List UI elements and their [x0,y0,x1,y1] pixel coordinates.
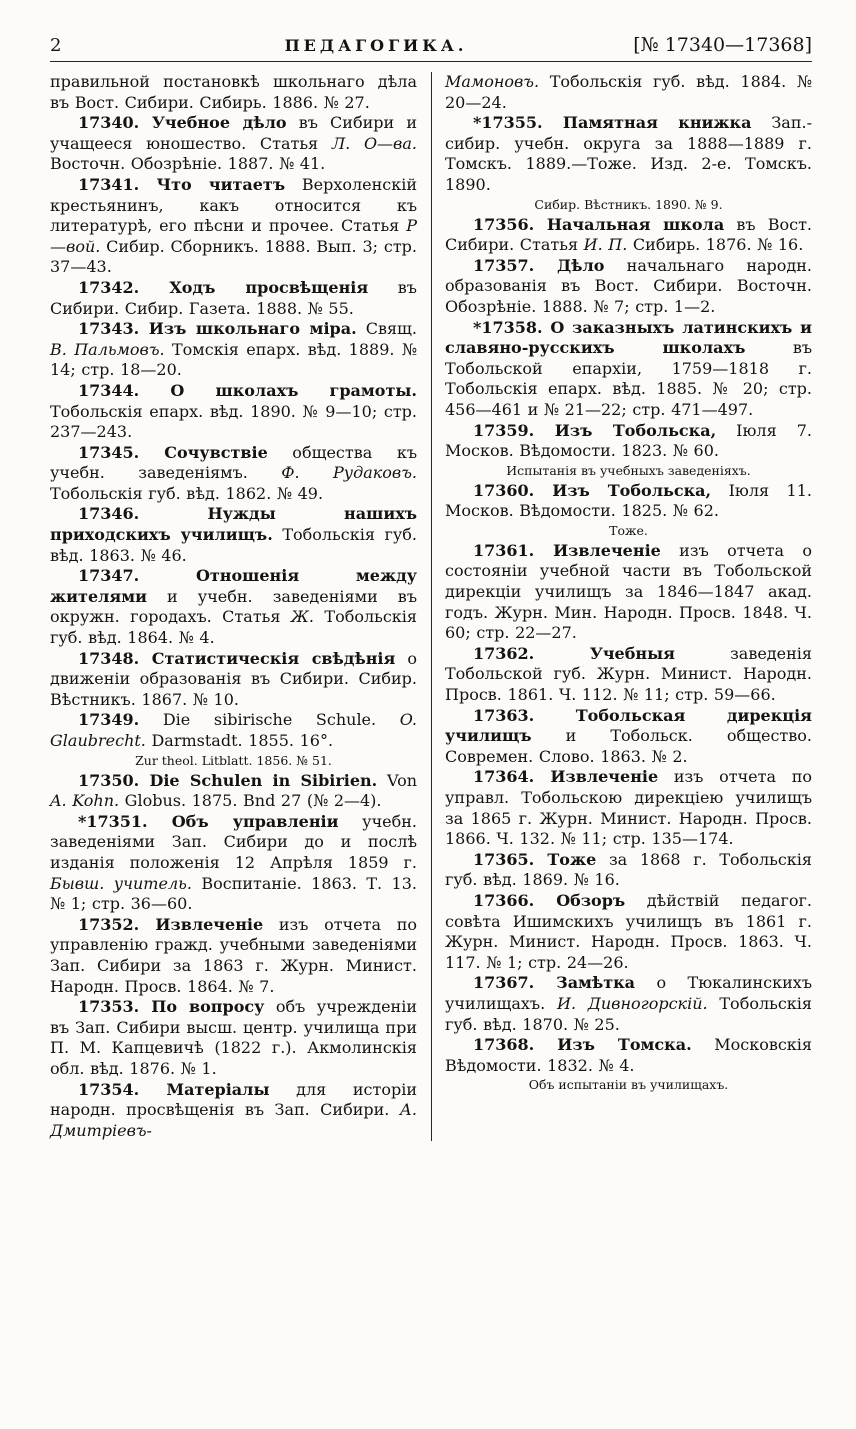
entry-text: Верхоленскій крестьянинъ, какъ относится къ литературѣ, его пѣсни и прочее. Статья [50,174,418,236]
entry-text: дѣйствій педагог. совѣта Ишимскихъ училищъ въ 1861 г. Журн. Минист. Народн. Просв. 1863. Ч. 117. № 1; стр. 24—26. [445,890,812,972]
entry-text: Томскія епарх. вѣд. 1889. № 14; стр. 18—20. [50,339,418,380]
entry-text: Тобольскія губ. вѣд. 1864. № 4. [50,607,418,648]
entry-title: *17351. Объ управленіи [78,811,339,831]
bib-entry [445,541,812,644]
bib-entry [445,644,812,706]
entry-text: Восточн. Обозрѣніе. 1887. № 41. [50,154,326,174]
bib-entry [50,504,417,566]
entry-text: Тобольскія губ. вѣд. 1870. № 25. [445,993,812,1034]
entry-text: изъ отчета по управленію гражд. учебными заведеніями Зап. Сибири за 1863 г. Журн. Минист. Народн. Просв. 1864. № 7. [50,914,417,996]
entry-text: Тобольскія губ. вѣд. 1863. № 46. [50,525,418,565]
bib-entry [445,421,812,462]
entry-title: 17347. Отношенія между жителями [50,566,417,606]
entry-author: Р—вой. [50,216,417,256]
entry-note: Тоже. [609,522,648,538]
entry-title: 17363. Тобольская дирекція училищъ [445,705,812,746]
entry-text: Тобольскія епарх. вѣд. 1890. № 9—10; стр. 237—243. [50,401,417,442]
entry-title: 17343. Изъ школьнаго міра. [78,319,357,339]
page-number: 2 [50,35,62,56]
entry-text: заведенія Тобольской губ. Журн. Минист. Народн. Просв. 1861. Ч. 112. № 11; стр. 59—66. [445,643,812,705]
right-column [432,72,812,1141]
bib-entry [50,649,417,711]
entry-title: 17346. Нужды нашихъ приходскихъ училищъ. [50,504,417,545]
entry-author: O. Glaubrecht. [50,710,417,750]
page-header [0,0,856,61]
entry-title: 17353. По вопросу [78,997,265,1017]
bib-entry [50,1080,417,1142]
bib-entry [50,997,417,1079]
bib-entry [445,706,812,768]
entry-range: [№ 17340—17368] [633,34,812,56]
entry-author: И. П. [583,235,628,255]
bib-entry [50,443,417,505]
entry-text: общества къ учебн. заведеніямъ. [50,442,417,483]
entry-text: объ учрежденіи въ Зап. Сибири высш. центр. училища при П. М. Капцевичѣ (1822 г.). Акмолинскія обл. вѣд. 1876. № 1. [50,997,417,1078]
bib-entry [50,771,417,812]
entry-title: 17345. Сочувствіе [78,442,268,462]
entry-author: Бывш. учитель. [50,873,192,893]
entry-note: Испытанія въ учебныхъ заведеніяхъ. [506,462,751,478]
entry-text: изъ отчета по управл. Тобольскою дирекціею училищъ за 1865 г. Журн. Минист. Народн. Просв. 1866. Ч. 132. № 11; стр. 135—174. [445,767,812,849]
entry-title: 17365. Тоже [473,849,597,869]
page-title: ПЕДАГОГИКА. [284,36,468,55]
entry-text: Тобольскія губ. вѣд. 1862. № 49. [50,483,324,503]
bib-entry [50,113,417,175]
entry-title: 17348. Статистическія свѣдѣнія [78,648,396,668]
entry-text: Die sibirische Schule. [139,710,400,730]
bib-entry [50,72,417,113]
entry-title: 17366. Обзоръ [473,890,626,910]
bib-entry [445,1035,812,1076]
entry-title: 17364. Извлеченіе [473,767,659,787]
entry-text: въ Сибири и учащееся юношество. Статья [50,113,418,153]
entry-title: 17342. Ходъ просвѣщенія [78,277,369,297]
entry-text: Darmstadt. 1855. 16°. [145,731,334,750]
entry-text: начальнаго народн. образованія въ Вост. Сибири. Восточн. Обозрѣніе. 1888. № 7; стр. 1—2. [445,255,813,316]
entry-title: 17340. Учебное дѣло [78,113,287,133]
entry-author: Мамоновъ. [445,72,540,91]
bib-entry [50,278,417,319]
bib-entry [50,319,417,381]
bib-entry [445,891,812,973]
entry-title: 17356. Начальная школа [473,214,725,234]
entry-title: 17352. Извлеченіе [78,914,264,934]
bib-entry [445,215,812,256]
entry-text: учебн. заведеніями Зап. Сибири до и послѣ изданія положенія 12 Апрѣля 1859 г. [50,811,417,872]
bib-entry [445,850,812,891]
entry-text: Von [377,770,417,790]
entry-title: 17367. Замѣтка [473,973,636,993]
entry-author: Л. О—ва. [331,133,417,153]
entry-text: Іюля 11. Москов. Вѣдомости. 1825. № 62. [445,480,812,521]
bib-entry [50,915,417,997]
entry-title: 17362. Учебныя [473,643,675,663]
entry-note: Сибир. Вѣстникъ. 1890. № 9. [534,196,723,212]
bib-entry [50,710,417,751]
entry-title: 17349. [78,710,140,730]
bib-entry [445,481,812,522]
entry-note: Zur theol. Litblatt. 1856. № 51. [135,752,332,768]
entry-author: А. Дмитріевъ- [50,1100,417,1140]
bib-entry [445,113,812,195]
entry-text: о движеніи образованія въ Сибири. Сибир. Вѣстникъ. 1867. № 10. [50,648,417,709]
entry-note: Объ испытаніи въ училищахъ. [528,1077,729,1093]
entry-title: 17357. Дѣло [473,255,605,275]
entry-text: о Тюкалинскихъ училищахъ. [445,973,812,1013]
left-column [50,72,432,1141]
entry-text: за 1868 г. Тобольскія губ. вѣд. 1869. № 16. [445,849,812,890]
text-columns [0,62,856,1141]
entry-text: Сибирь. 1876. № 16. [627,235,804,255]
entry-text: Свящ. [356,319,418,339]
entry-author: Ж. [290,607,314,627]
entry-text: Іюля 7. Москов. Вѣдомости. 1823. № 60. [445,420,812,461]
entry-title: 17361. Извлеченіе [473,540,661,560]
entry-text: Московскія Вѣдомости. 1832. № 4. [445,1035,813,1075]
bib-entry [50,812,417,915]
entry-title: 17350. Die Schulen in Sibirien. [78,770,378,790]
entry-text: въ Тобольской епархіи, 1759—1818 г. Тобольскія епарх. вѣд. 1885. № 20; стр. 456—461 и № 21—22; стр. 471—497. [445,338,812,419]
entry-text: Сибир. Сборникъ. 1888. Вып. 3; стр. 37—43. [50,236,417,277]
entry-title: 17341. Что читаетъ [78,174,286,194]
entry-text: изъ отчета о состояніи учебной части въ Тобольской дирекціи училищъ за 1846—1847 акад. годъ. Журн. Мин. Народн. Просв. 1848. Ч. 60; стр. 22—27. [445,540,812,643]
entry-text: Зап.-сибир. учебн. округа за 1888—1889 г. Томскъ. 1889.—Тоже. Изд. 2-е. Томскъ. 1890. [445,113,812,194]
entry-text: правильной постановкѣ школьнаго дѣла въ Вост. Сибири. Сибирь. 1886. № 27. [50,72,417,112]
entry-author: В. Пальмовъ. [50,339,165,359]
bib-entry [50,175,417,278]
entry-title: 17354. Матеріалы [78,1079,270,1099]
bib-entry [445,72,812,113]
entry-author: Ф. Рудаковъ. [281,463,417,483]
entry-text: Тобольскія губ. вѣд. 1884. № 20—24. [445,72,812,112]
bib-entry [445,256,812,318]
entry-text: Воспитаніе. 1863. Т. 13. № 1; стр. 36—60. [50,873,417,914]
bib-entry [50,381,417,443]
entry-text: въ Вост. Сибири. Статья [445,214,812,255]
entry-title: 17344. О школахъ грамоты. [78,380,417,400]
entry-title: 17368. Изъ Томска. [473,1035,692,1055]
entry-title: *17355. Памятная книжка [473,113,752,133]
entry-text: въ Сибири. Сибир. Газета. 1888. № 55. [50,277,417,318]
entry-title: *17358. О заказныхъ латинскихъ и славяно-русскихъ школахъ [445,317,812,358]
bib-entry [445,973,812,1035]
entry-author: И. Дивногорскій. [556,993,708,1013]
bib-entry [445,767,812,849]
entry-text: и Тобольск. общество. Современ. Слово. 1863. № 2. [445,726,812,766]
entry-text: для исторіи народн. просвѣщенія въ Зап. Сибири. [50,1079,417,1120]
entry-text: Globus. 1875. Bnd 27 (№ 2—4). [119,791,382,811]
entry-author: A. Kohn. [50,791,120,811]
bib-entry [445,318,812,421]
entry-title: 17359. Изъ Тобольска, [473,420,717,440]
entry-title: 17360. Изъ Тобольска, [473,480,712,500]
entry-text: и учебн. заведеніями въ окружн. городахъ. Статья [50,586,417,627]
bib-entry [50,566,417,648]
